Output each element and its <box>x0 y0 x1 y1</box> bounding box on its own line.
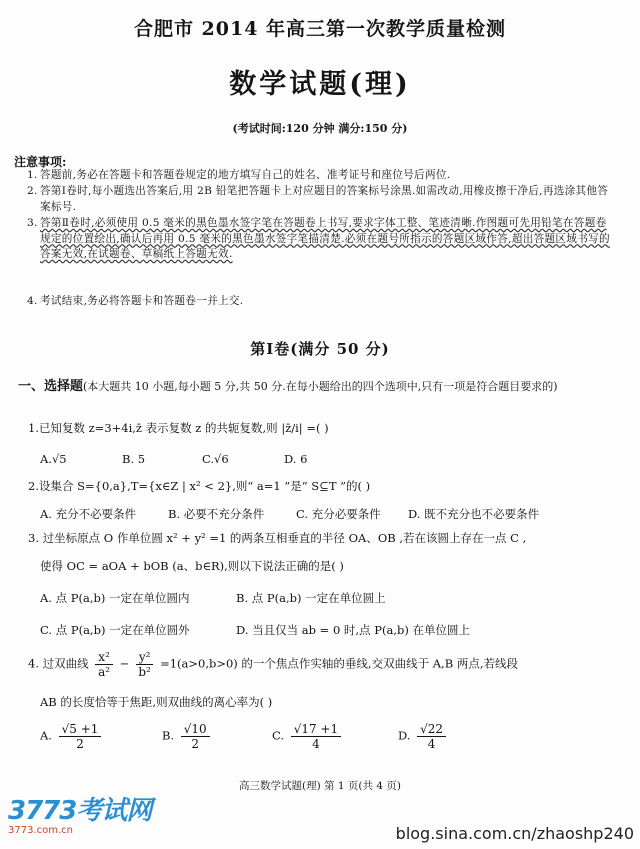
q4-option-d: D. $\frac{√22}{4}$ <box>398 722 449 751</box>
fraction-x: $\frac{\text{x²}}{\text{a²}}$ <box>95 650 113 679</box>
paper-title: 数学试题(理) <box>229 69 411 100</box>
q2-option-a: A. 充分不必要条件 <box>40 507 137 521</box>
q3-option-a: A. 点 P(a,b) 一定在单位圆内 <box>40 591 190 605</box>
site-logo: 3773考试网 3773.com.cn <box>8 796 152 836</box>
blog-watermark: blog.sina.com.cn/zhaoshp240 <box>395 824 634 843</box>
notes-heading: 注意事项: <box>14 155 67 169</box>
note-item: 4. 考试结束,务必将答题卡和答题卷一并上交. <box>27 295 244 307</box>
q3-option-d: D. 当且仅当 ab = 0 时,点 P(a,b) 在单位圆上 <box>236 623 470 637</box>
exam-title: 合肥市 2014 年高三第一次教学质量检测 <box>133 18 507 40</box>
q2-option-c: C. 充分必要条件 <box>296 507 381 521</box>
fraction-y: $\frac{\text{y²}}{\text{b²}}$ <box>136 650 154 679</box>
question-4-stem: 4. 过双曲线 $\frac{\text{x²}}{\text{a²}}$ − $\frac{\text{y²}}{\text{b²}}$ =1(a>0,b>0) 的一个焦点作实轴的垂线,交双曲线于 A,B 两点,若线段 <box>28 650 518 679</box>
q4-option-c: C. $\frac{√17 +1}{4}$ <box>272 722 344 751</box>
q3-option-c: C. 点 P(a,b) 一定在单位圆外 <box>40 623 190 637</box>
q4-option-a: A. $\frac{√5 +1}{2}$ <box>40 722 104 751</box>
q3-option-b: B. 点 P(a,b) 一定在单位圆上 <box>236 591 386 605</box>
mcq-instructions: 一、选择题(本大题共 10 小题,每小题 5 分,共 50 分.在每小题给出的四个选项中,只有一项是符合题目要求的) <box>18 379 558 394</box>
q1-option-d: D. 6 <box>284 452 308 466</box>
q2-option-d: D. 既不充分也不必要条件 <box>408 507 540 521</box>
question-2-stem: 2.设集合 S={0,a},T={x∈Z | x² < 2},则“ a=1 ”是“ S⊆T ”的( ) <box>28 479 371 493</box>
note-item: 1. 答题前,务必在答题卡和答题卷规定的地方填写自己的姓名、准考证号和座位号后两位. <box>27 169 451 181</box>
q2-option-b: B. 必要不充分条件 <box>168 507 265 521</box>
q1-option-c: C.√6 <box>202 452 229 466</box>
note-item: 3. 答第Ⅱ卷时,必须使用 0.5 毫米的黑色墨水签字笔在答题卷上书写,要求字体工整、笔迹清晰.作图题可先用铅笔在答题卷规定的位置绘出,确认后再用 0.5 毫米的黑色墨水签字笔描清楚.必须在题号所指示的答题区域作答,超出答题区域书写的答案无效,在试题卷、草稿纸上答题无效. <box>27 217 610 261</box>
q4-option-b: B. $\frac{√10}{2}$ <box>162 722 213 751</box>
question-1-stem: 1.已知复数 z=3+4i,z̄ 表示复数 z 的共轭复数,则 |z̄/i| =( ) <box>28 421 329 435</box>
question-3-stem: 3. 过坐标原点 O 作单位圆 x² + y² =1 的两条互相垂直的半径 OA、OB ,若在该圆上存在一点 C , <box>28 531 527 545</box>
page-footer: 高三数学试题(理) 第 1 页(共 4 页) <box>239 780 401 792</box>
section-title: 第Ⅰ卷(满分 50 分) <box>250 340 390 358</box>
question-4-stem-cont: AB 的长度恰等于焦距,则双曲线的离心率为( ) <box>40 695 273 709</box>
note-item: 2. 答第Ⅰ卷时,每小题选出答案后,用 2B 铅笔把答题卡上对应题目的答案标号涂黑.如需改动,用橡皮擦干净后,再选涂其他答案标号. <box>27 185 609 213</box>
q1-option-b: B. 5 <box>122 452 146 466</box>
question-3-stem-cont: 使得 OC = aOA + bOB (a、b∈R),则以下说法正确的是( ) <box>40 559 344 573</box>
exam-info: (考试时间:120 分钟 满分:150 分) <box>232 122 408 135</box>
q1-option-a: A.√5 <box>40 452 67 466</box>
